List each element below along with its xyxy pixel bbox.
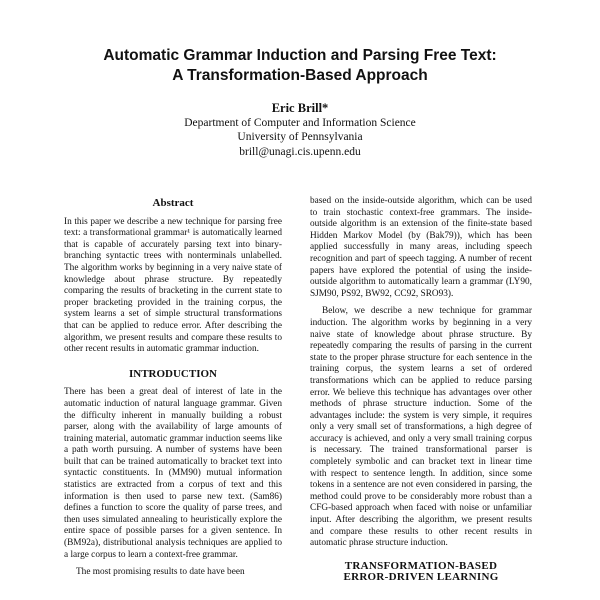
section-heading-line-2: ERROR-DRIVEN LEARNING [343, 571, 499, 584]
paper-title [60, 46, 540, 86]
affiliation-line-1: Department of Computer and Information Science [184, 116, 416, 129]
introduction-heading: INTRODUCTION [128, 367, 217, 380]
left-column [64, 196, 282, 579]
title-line-1: Automatic Grammar Induction and Parsing Free Text: [103, 47, 497, 64]
abstract-heading: Abstract [152, 197, 194, 209]
author-name: Eric Brill* [271, 101, 329, 115]
abstract-text: In this paper we describe a new technique for parsing free text: a transformational grammar¹ is automatically learned that is capable of accurately parsing text into binary-branching syntactic trees with nonterminals unlabelled. The algorithm works by beginning in a very naive state of knowledge about phrase structure. By repeatedly comparing the results of bracketing in the current state to proper bracketing provided in the training corpus, the system learns a set of simple structural transformations that can be applied to reduce error. After describing the algorithm, we present results and compare these results to other recent results in automatic grammar induction. [64, 216, 282, 355]
section-heading-line-1: TRANSFORMATION-BASED [344, 559, 498, 572]
author-block [100, 101, 500, 159]
right-paragraph-2: Below, we describe a new technique for grammar induction. The algorithm works by beginning in a very naive state of knowledge about phrase structure. By repeatedly comparing the results of parsing in the current state to the proper phrase structure for each sentence in the training corpus, the system learns a set of ordered transformations which can be applied to reduce parsing error. We believe this technique has advantages over other methods of phrase structure induction. Some of the advantages include: the system is very simple, it requires only a very small set of transformations, a high degree of accuracy is achieved, and only a very small training corpus is necessary. The trained transformational parser is completely symbolic and can bracket text in linear time with respect to sentence length. In addition, since some tokens in a sentence are not even considered in parsing, the method could prove to be considerably more robust than a CFG-based approach when faced with noise or unfamiliar input. After describing the algorithm, we present results and compare these results to other recent results in automatic phrase structure induction. [310, 306, 532, 549]
right-paragraph-1: based on the inside-outside algorithm, which can be used to train stochastic context-free grammars. The inside-outside algorithm is an extension of the finite-state based Hidden Markov Model (by (Bak79)), which has been applied successfully in many areas, including speech recognition and part of speech tagging. A number of recent papers have explored the potential of using the inside-outside algorithm to automatically learn a grammar (LY90, SJM90, PS92, BW92, CC92, SRO93). [310, 196, 532, 299]
right-column [310, 196, 532, 584]
introduction-paragraph-2: The most promising results to date have been [76, 567, 245, 578]
introduction-paragraph-1: There has been a great deal of interest of late in the automatic induction of natural language grammar. Given the difficulty inherent in manually building a robust parser, along with the availability of large amounts of training material, automatic grammar induction seems like a path worth pursuing. A number of systems have been built that can be trained automatically to bracket text into syntactic constituents. In (MM90) mutual information statistics are extracted from a corpus of text and this information is then used to parse new text. (Sam86) defines a function to score the quality of parse trees, and then uses simulated annealing to heuristically explore the entire space of possible parses for a given sentence. In (BM92a), distributional analysis techniques are applied to a large corpus to learn a context-free grammar. [64, 387, 282, 560]
author-email: brill@unagi.cis.upenn.edu [239, 145, 361, 158]
title-line-2: A Transformation-Based Approach [172, 67, 428, 84]
affiliation-line-2: University of Pennsylvania [237, 131, 363, 143]
